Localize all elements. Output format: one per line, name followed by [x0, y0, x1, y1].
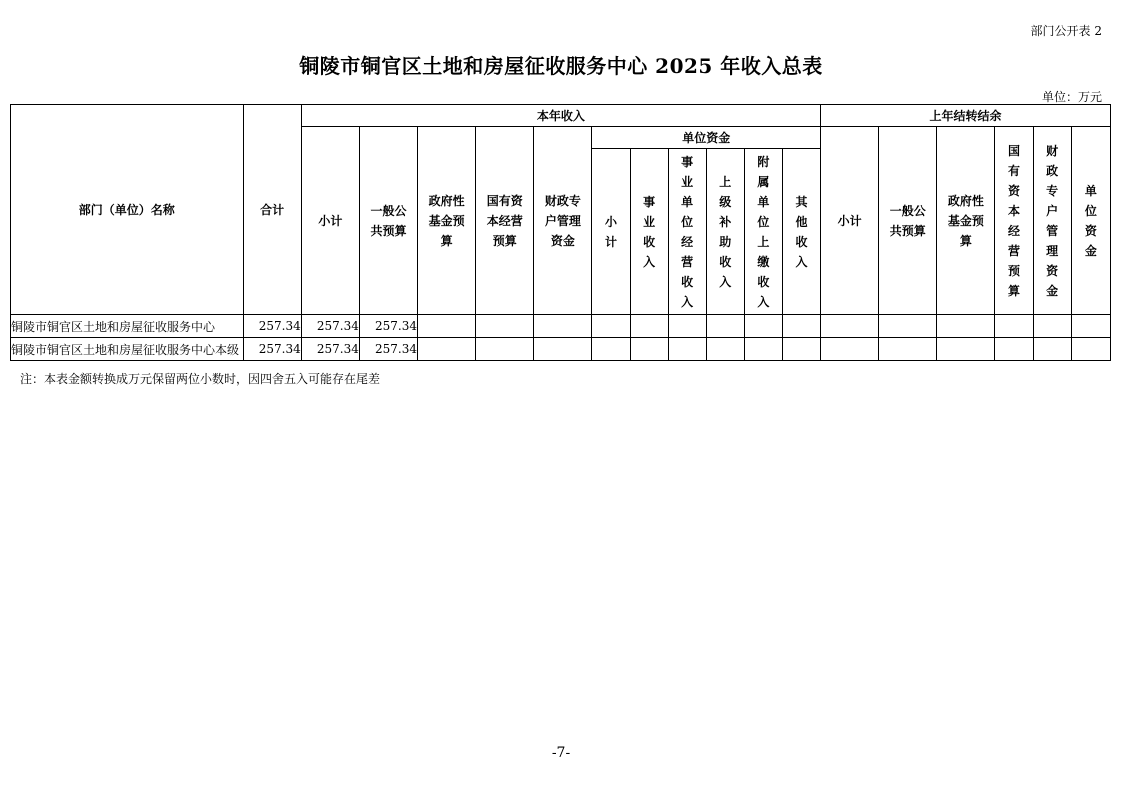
- header-uf-operating: 事 业 单 位 经 营 收 入: [668, 149, 706, 315]
- header-uf-subsidy: 上 级 补 助 收 入: [706, 149, 744, 315]
- row-subtotal: 257.34: [301, 338, 359, 361]
- header-uf-other: 其 他 收 入: [782, 149, 820, 315]
- unit-label: 单位：万元: [1041, 90, 1102, 104]
- header-cy-fiscal-account: 财政专 户管理 资金: [534, 127, 592, 315]
- header-cy-subtotal: 小计: [301, 127, 359, 315]
- header-uf-subtotal: 小 计: [592, 149, 630, 315]
- header-co-state-capital: 国 有 资 本 经 营 预 算: [995, 127, 1033, 315]
- income-summary-table: [10, 104, 1111, 361]
- header-current-year: 本年收入: [301, 105, 820, 127]
- header-carryover: 上年结转结余: [821, 105, 1111, 127]
- header-uf-affiliated: 附 属 单 位 上 缴 收 入: [744, 149, 782, 315]
- header-uf-business: 事 业 收 入: [630, 149, 668, 315]
- header-co-subtotal: 小计: [821, 127, 879, 315]
- header-cy-state-capital: 国有资 本经营 预算: [476, 127, 534, 315]
- page-tag: 部门公开表 2: [1030, 24, 1102, 38]
- row-name: 铜陵市铜官区土地和房屋征收服务中心: [11, 315, 244, 338]
- page-title: 铜陵市铜官区土地和房屋征收服务中心 2025 年收入总表: [299, 54, 823, 78]
- page-number: -7-: [551, 745, 571, 761]
- table-row: [11, 338, 1111, 361]
- row-total: 257.34: [243, 338, 301, 361]
- header-cy-general: 一般公 共预算: [359, 127, 417, 315]
- header-co-unit-funds: 单 位 资 金: [1071, 127, 1110, 315]
- row-general: 257.34: [359, 315, 417, 338]
- header-unit-funds: 单位资金: [592, 127, 821, 149]
- row-subtotal: 257.34: [301, 315, 359, 338]
- header-cy-gov-fund: 政府性 基金预 算: [418, 127, 476, 315]
- row-total: 257.34: [243, 315, 301, 338]
- header-dept-name: 部门（单位）名称: [11, 105, 244, 315]
- table-row: [11, 315, 1111, 338]
- header-total: 合计: [243, 105, 301, 315]
- row-general: 257.34: [359, 338, 417, 361]
- header-co-gov-fund: 政府性 基金预 算: [937, 127, 995, 315]
- row-name: 铜陵市铜官区土地和房屋征收服务中心本级: [11, 338, 244, 361]
- header-co-fiscal-account: 财 政 专 户 管 理 资 金: [1033, 127, 1071, 315]
- footnote: 注：本表金额转换成万元保留两位小数时，因四舍五入可能存在尾差: [20, 372, 381, 386]
- header-co-general: 一般公 共预算: [879, 127, 937, 315]
